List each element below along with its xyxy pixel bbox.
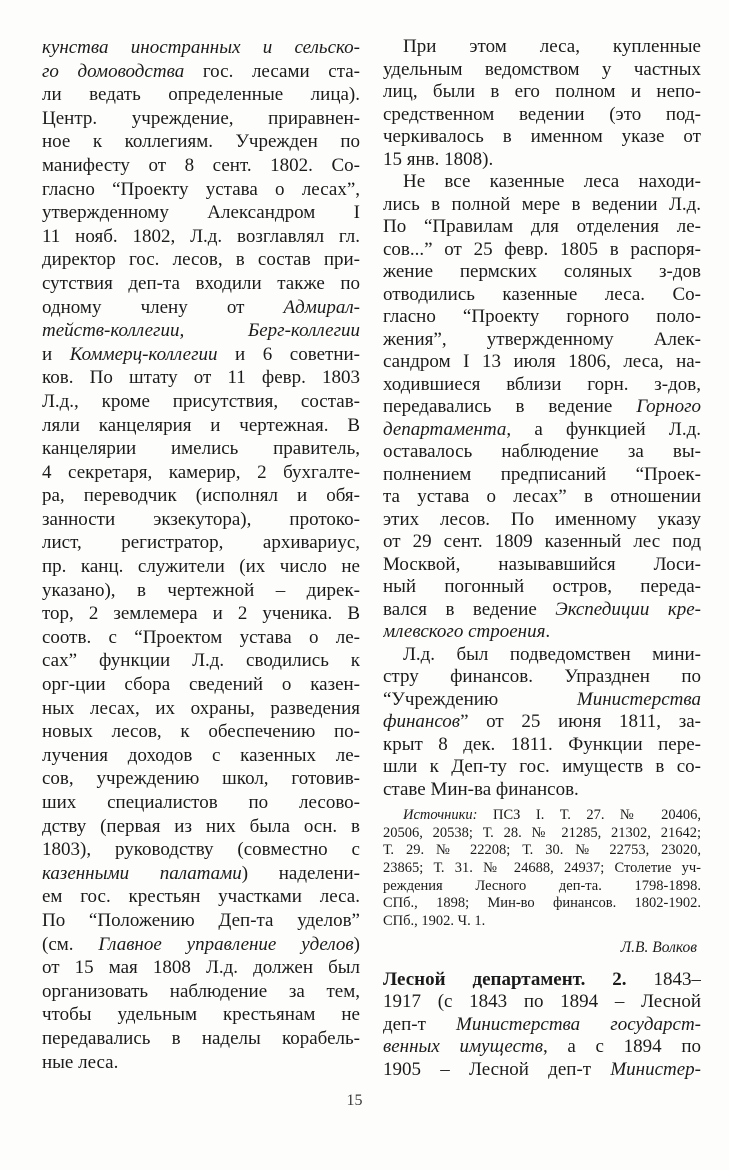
text-segment: Л.д. был подведомствен мини- <box>403 643 701 665</box>
text-line <box>383 171 701 194</box>
text-segment: казенными палатами <box>42 862 242 884</box>
text-line <box>383 599 701 622</box>
text-line <box>42 437 360 461</box>
text-line <box>42 366 360 390</box>
text-segment: , а с 1894 по <box>542 1036 701 1058</box>
text-segment: стру финансов. Упразднен по <box>383 666 701 687</box>
author-signature: Л.В. Волков <box>620 938 697 956</box>
text-segment: манифесту от 8 сент. 1802. Со- <box>42 154 360 176</box>
text-segment: ляли канцелярия и чертежная. В <box>42 414 360 436</box>
text-segment: от 29 сент. 1809 казенный лес под <box>383 531 701 552</box>
text-line <box>42 862 360 886</box>
text-segment: 23865; Т. 31. № 24688, 24937; Столетие уч- <box>383 860 701 877</box>
text-line <box>42 885 360 909</box>
text-line <box>42 555 360 579</box>
text-segment: Адмирал- <box>283 296 360 318</box>
text-line <box>383 104 701 127</box>
text-segment: Горного <box>636 396 701 417</box>
text-line <box>383 1036 701 1059</box>
text-segment: Министерства <box>576 688 701 710</box>
text-segment: лиц, были в его полном и непо- <box>383 81 701 102</box>
sources-section <box>383 807 701 931</box>
text-segment: ем гос. крестьян участками леса. <box>42 886 360 908</box>
text-line <box>42 201 360 225</box>
text-segment: Источники: <box>403 807 478 823</box>
text-line <box>383 284 701 307</box>
text-segment: финансов <box>383 711 461 732</box>
text-segment: СПб., 1902. Ч. 1. <box>383 913 486 930</box>
text-segment: Коммерц-коллегии <box>69 343 218 365</box>
text-segment: гос. лесами ста- <box>184 60 360 82</box>
text-segment: млевского строения <box>383 621 546 642</box>
right-column-text <box>383 36 701 801</box>
text-segment: Москвой, называвшийся Лоси- <box>383 553 701 575</box>
text-line <box>383 756 701 779</box>
text-line <box>42 225 360 249</box>
text-line <box>42 838 360 862</box>
text-segment: оставалось наблюдение за вы- <box>383 441 701 462</box>
text-line <box>383 329 701 352</box>
text-segment: организовать наблюдение за тем, <box>42 980 360 1002</box>
text-segment: Центр. учреждение, приравнен- <box>42 107 360 129</box>
text-segment: канцелярии имелись правитель, <box>42 438 360 460</box>
text-line <box>383 239 701 262</box>
text-line <box>383 1014 701 1037</box>
text-line <box>42 272 360 296</box>
text-segment: ПСЗ I. Т. 27. № 20406, <box>477 807 701 823</box>
text-segment: новых лесов, к обеспечению по- <box>42 721 360 743</box>
text-line <box>383 306 701 329</box>
text-line <box>383 486 701 509</box>
text-line <box>383 576 701 599</box>
text-line <box>42 36 360 60</box>
text-segment: ное к коллегиям. Учрежден по <box>42 131 360 153</box>
text-segment: ные леса. <box>42 1051 119 1073</box>
text-segment: ный погонный остров, переда- <box>383 576 701 597</box>
text-segment: тор, 2 землемера и 2 ученика. В <box>42 603 360 625</box>
text-segment: гласно “Проекту горного поло- <box>383 306 701 327</box>
text-line <box>383 351 701 374</box>
text-segment: 1905 – Лесной деп-т <box>383 1058 611 1080</box>
text-segment: ставе Мин-ва финансов. <box>383 778 579 800</box>
text-line <box>42 1003 360 1027</box>
text-line <box>383 842 701 860</box>
text-line <box>383 531 701 554</box>
text-line <box>383 621 701 644</box>
text-segment: реждения Лесного деп-та. 1798-1898. <box>383 877 701 894</box>
page-number: 15 <box>346 1092 363 1109</box>
text-segment: Т. 29. № 22208; Т. 30. № 22753, 23020, <box>383 842 701 859</box>
text-segment: от 15 мая 1808 Л.д. должен был <box>42 957 360 979</box>
text-line <box>383 666 701 689</box>
text-segment: сов, учреждению школ, готовив- <box>42 768 360 790</box>
text-line <box>42 1027 360 1051</box>
text-line <box>42 248 360 272</box>
text-segment: При этом леса, купленные <box>403 36 701 57</box>
text-segment: черкивалось в именном указе от <box>383 126 701 147</box>
text-line <box>383 216 701 239</box>
text-segment: СПб., 1898; Мин-во финансов. 1802-1902. <box>383 895 701 912</box>
text-segment: дству (первая из них была осн. в <box>42 815 360 837</box>
text-segment: отводились казенные леса. Со- <box>383 283 701 305</box>
text-segment: Министер- <box>610 1058 701 1080</box>
text-segment: венных имуществ <box>383 1036 543 1058</box>
text-line <box>383 807 701 825</box>
text-segment: указано), в чертежной – дирек- <box>42 579 360 601</box>
text-segment: 11 нояб. 1802, Л.д. возглавлял гл. <box>42 225 360 247</box>
text-line <box>383 126 701 149</box>
text-line <box>42 933 360 957</box>
text-segment: утвержденному Александром I <box>42 202 360 224</box>
text-segment: Не все казенные леса находи- <box>403 171 701 192</box>
text-line <box>42 767 360 791</box>
text-line <box>383 464 701 487</box>
text-line <box>42 414 360 438</box>
text-line <box>383 711 701 734</box>
text-line <box>383 779 701 802</box>
text-segment: крыт 8 дек. 1811. Функции пере- <box>383 733 701 755</box>
text-line <box>383 895 701 913</box>
right-column <box>383 36 701 1081</box>
text-segment: Экспедиции кре- <box>555 598 701 620</box>
text-segment: (см. <box>42 933 99 955</box>
text-segment: ходившиеся вблизи горн. з-дов, <box>383 373 701 395</box>
text-line <box>42 130 360 154</box>
text-line <box>42 815 360 839</box>
text-segment: 15 янв. 1808). <box>383 148 494 170</box>
text-segment: , а функцией Л.д. <box>506 418 701 440</box>
text-segment: этих лесов. По именному указу <box>383 508 701 530</box>
text-segment: 4 секретаря, камерир, 2 бухгалте- <box>42 461 360 483</box>
text-segment: занности экзекутора), протоко- <box>42 508 360 530</box>
text-segment: ра, переводчик (исполнял и обя- <box>42 485 360 507</box>
text-line <box>42 673 360 697</box>
text-segment: департамента <box>383 418 507 440</box>
text-segment: сутствия деп-та входили также по <box>42 272 360 294</box>
text-segment: лучения доходов с казенных ле- <box>42 744 360 766</box>
text-segment: директор гос. лесов, в состав при- <box>42 249 360 271</box>
text-line <box>42 531 360 555</box>
text-line <box>42 626 360 650</box>
text-segment: Лесной департамент. 2. <box>383 968 627 990</box>
text-segment: и <box>42 343 70 365</box>
text-segment: одному члену от <box>42 296 284 318</box>
text-segment: лись в полной мере в ведении Л.д. <box>383 193 701 215</box>
text-segment: 1843– <box>626 968 701 990</box>
text-segment: полнением предписаний “Проек- <box>383 463 701 485</box>
text-line <box>42 390 360 414</box>
text-segment: 1917 (с 1843 по 1894 – Лесной <box>383 991 701 1013</box>
text-line <box>383 913 701 931</box>
text-line <box>383 374 701 397</box>
text-segment: ных лесах, их охраны, разведения <box>42 697 360 719</box>
text-line <box>383 81 701 104</box>
text-line <box>383 878 701 896</box>
text-segment: По “Правилам для отделения ле- <box>383 216 701 237</box>
text-line <box>383 419 701 442</box>
text-line <box>42 83 360 107</box>
text-segment: ков. По штату от 11 февр. 1803 <box>42 367 360 389</box>
left-column <box>42 36 360 1074</box>
text-segment: Л.д., кроме присутствия, состав- <box>42 390 360 412</box>
text-segment: го домоводства <box>42 60 185 82</box>
text-segment: передавались в ведение <box>383 396 637 417</box>
text-line <box>42 602 360 626</box>
text-line <box>383 644 701 667</box>
left-column-text <box>42 36 360 1074</box>
text-segment: пр. канц. служители (их число не <box>42 556 360 578</box>
text-line <box>42 1051 360 1075</box>
text-segment: орг-ции сбора сведений о казен- <box>42 674 360 696</box>
text-line <box>42 107 360 131</box>
text-line <box>42 744 360 768</box>
text-segment: вался в ведение <box>383 598 556 620</box>
text-line <box>42 178 360 202</box>
text-line <box>383 149 701 172</box>
text-line <box>42 484 360 508</box>
text-line <box>383 860 701 878</box>
text-line <box>42 461 360 485</box>
text-line <box>383 194 701 217</box>
text-line <box>383 261 701 284</box>
text-segment: та устава о лесах” в отношении <box>383 486 701 507</box>
text-segment: кунства иностранных и сельско- <box>42 37 360 58</box>
text-line <box>42 909 360 933</box>
text-line <box>42 319 360 343</box>
text-line <box>383 825 701 843</box>
text-segment: жения”, утвержденному Алек- <box>383 328 701 350</box>
text-line <box>383 509 701 532</box>
text-line <box>42 720 360 744</box>
text-line <box>383 991 701 1014</box>
text-line <box>383 36 701 59</box>
text-line <box>42 296 360 320</box>
text-segment: деп-т <box>383 1013 457 1035</box>
text-segment: ” от 25 июня 1811, за- <box>460 711 701 732</box>
text-segment: Главное управление уделов <box>98 933 354 955</box>
text-segment: 1803), руководству (совместно с <box>42 839 360 861</box>
text-line <box>42 649 360 673</box>
text-segment: соотв. с “Проектом устава о ле- <box>42 626 360 648</box>
text-line <box>383 441 701 464</box>
text-segment: средственном ведении (это под- <box>383 103 701 125</box>
text-line <box>42 956 360 980</box>
text-line <box>42 579 360 603</box>
text-line <box>383 969 701 992</box>
entry-lesnoy-departament-2 <box>383 969 701 1082</box>
text-segment: жение пермских соляных з-дов <box>383 261 701 282</box>
text-segment: “Учреждению <box>383 688 577 710</box>
text-segment: ) наделени- <box>241 862 360 884</box>
text-line <box>42 60 360 84</box>
text-segment: сов...” от 25 февр. 1805 в распоря- <box>383 238 701 260</box>
text-segment: сандром I 13 июля 1806, леса, на- <box>383 351 701 372</box>
text-line <box>42 697 360 721</box>
text-segment: передавались в наделы корабель- <box>42 1027 360 1049</box>
text-line <box>383 59 701 82</box>
text-segment: лист, регистратор, архивариус, <box>42 532 360 554</box>
text-segment: тейств-коллегии, Берг-коллегии <box>42 320 360 342</box>
text-line <box>42 791 360 815</box>
text-segment: 20506, 20538; Т. 28. № 21285, 21302, 21642; <box>383 824 701 841</box>
text-line <box>42 980 360 1004</box>
text-segment: шли к Деп-ту гос. имуществ в со- <box>383 756 701 777</box>
text-line <box>42 343 360 367</box>
text-segment: ) <box>353 933 360 955</box>
text-segment: Министерства государст- <box>456 1013 701 1035</box>
text-segment: гласно “Проекту устава о лесах”, <box>42 178 360 200</box>
text-line <box>383 1059 701 1082</box>
text-segment: По “Положению Деп-та уделов” <box>42 909 360 931</box>
text-line <box>383 734 701 757</box>
text-line <box>42 508 360 532</box>
text-line <box>42 154 360 178</box>
text-segment: и 6 советни- <box>217 343 360 365</box>
text-segment: удельным ведомством у частных <box>383 58 701 80</box>
text-line <box>383 554 701 577</box>
text-segment: ли ведать определенные лица). <box>42 84 360 106</box>
text-line <box>383 689 701 712</box>
text-segment: ших специалистов по лесово- <box>42 792 360 813</box>
text-line <box>383 396 701 419</box>
text-segment: чтобы удельным крестьянам не <box>42 1004 360 1026</box>
text-segment: . <box>545 621 551 642</box>
text-segment: сах” функции Л.д. сводились к <box>42 650 360 672</box>
